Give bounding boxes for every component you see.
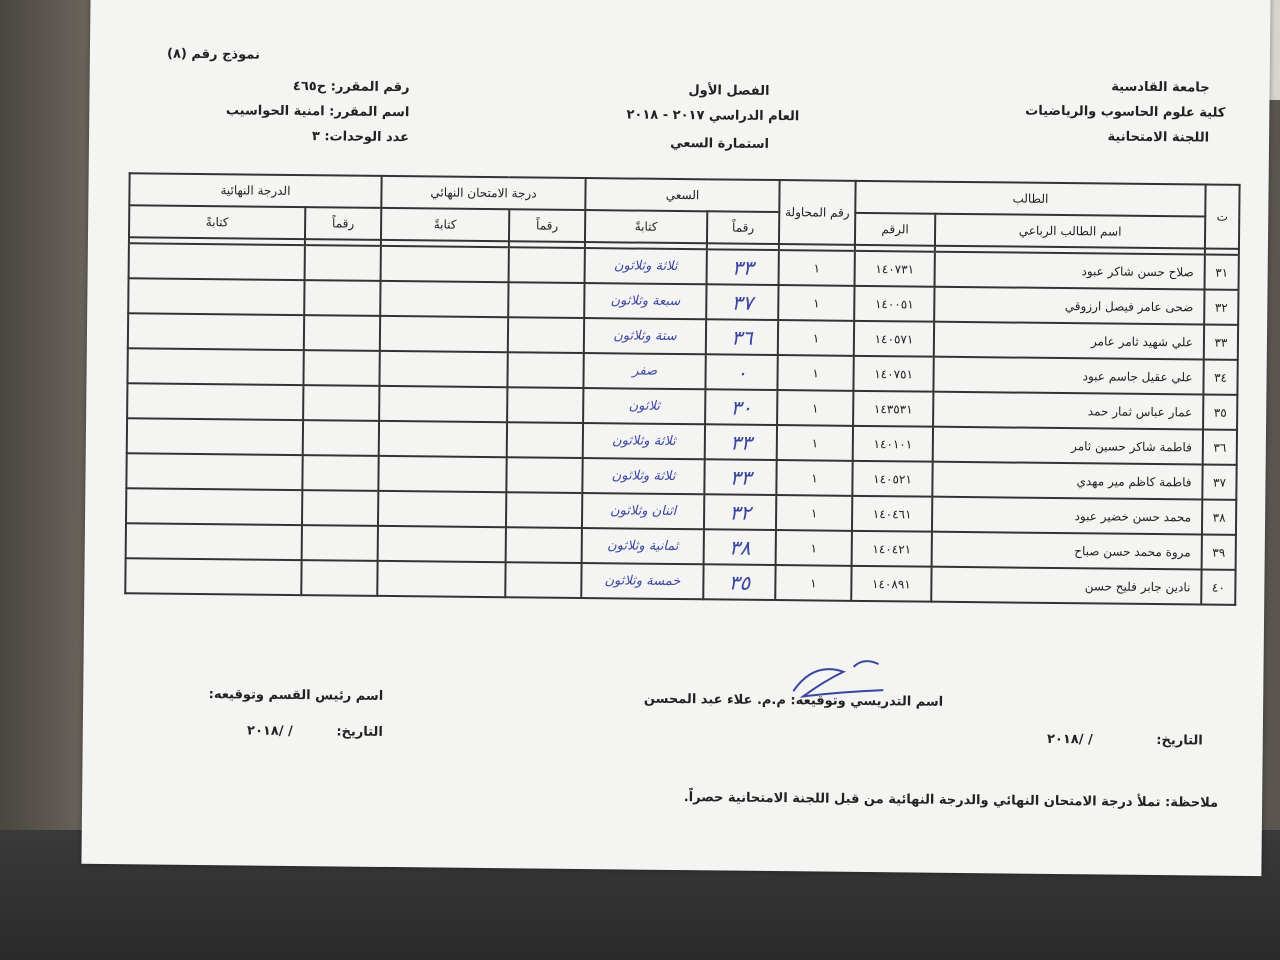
row-final-digits xyxy=(304,315,380,351)
row-seq xyxy=(1203,360,1237,395)
row-student-name xyxy=(932,462,1202,500)
row-student-number xyxy=(854,321,934,357)
row-attempt xyxy=(776,495,852,531)
row-attempt xyxy=(778,320,854,356)
row-final-words xyxy=(127,348,303,385)
row-student-name-text: فاطمة شاكر حسين ثامر xyxy=(1071,438,1192,454)
row-student-number-text: ١٤٠٤٢١ xyxy=(872,541,912,556)
row-student-name xyxy=(932,497,1202,535)
row-effort-digits-text: ٣٦ xyxy=(731,325,753,350)
row-attempt xyxy=(775,565,851,601)
row-seq xyxy=(1204,325,1238,360)
row-student-number-text: ١٤٠٠٥١ xyxy=(874,296,914,311)
row-exam-digits xyxy=(509,247,585,283)
row-effort-words-text: صفر xyxy=(632,363,658,379)
row-student-number xyxy=(853,426,933,462)
row-effort-words xyxy=(582,528,704,564)
row-effort-digits-text: ٣٠ xyxy=(730,395,753,420)
row-student-number xyxy=(852,496,932,532)
row-attempt xyxy=(777,425,853,461)
row-student-number xyxy=(853,356,933,392)
row-final-digits xyxy=(305,245,381,281)
row-student-number-text: ١٤٠١٠١ xyxy=(873,436,913,451)
sub-number-header: الرقم xyxy=(855,213,935,246)
row-final-digits xyxy=(303,420,379,456)
row-exam-digits xyxy=(507,352,583,388)
date-label-left: التاريخ: xyxy=(336,724,383,740)
row-effort-words-text: ثلاثة وثلاثون xyxy=(612,433,676,449)
row-final-words xyxy=(128,278,304,315)
row-exam-digits xyxy=(506,527,582,563)
row-attempt-text: ١ xyxy=(810,505,818,520)
college-name: كلية علوم الحاسوب والرياضيات xyxy=(1025,103,1226,121)
col-student-header: الطالب xyxy=(855,181,1205,217)
row-final-words xyxy=(126,488,302,525)
row-effort-digits xyxy=(706,319,778,355)
row-effort-words xyxy=(585,248,707,284)
row-attempt xyxy=(776,460,852,496)
row-final-words xyxy=(125,558,301,595)
row-final-digits xyxy=(302,525,378,561)
row-student-name xyxy=(933,427,1203,465)
row-final-words xyxy=(127,418,303,455)
row-student-name-text: علي شهيد ثامر عامر xyxy=(1090,333,1194,349)
row-effort-digits xyxy=(705,389,777,425)
note: ملاحظة: تملأ درجة الامتحان النهائي والدرجة النهائية من قبل اللجنة الامتحانية حصراً. xyxy=(683,790,1219,811)
row-seq-text: ٣٥ xyxy=(1213,405,1227,420)
row-effort-words-text: اثنان وثلاثون xyxy=(609,503,677,520)
row-student-number-text: ١٤٠٥٢١ xyxy=(873,471,912,486)
row-effort-digits-text: ٣٢ xyxy=(729,500,752,525)
form-number: نموذج رقم (٨) xyxy=(166,46,260,63)
row-student-name-text: فاطمة كاظم مير مهدي xyxy=(1076,473,1192,489)
sub-effort-words-header: كتابةً xyxy=(585,210,707,243)
row-effort-words-text: ثلاثة وثلاثون xyxy=(613,258,678,275)
row-student-name-text: علي عقيل جاسم عبود xyxy=(1082,368,1193,384)
row-effort-words-text: خمسة وثلاثون xyxy=(604,573,681,590)
row-effort-digits xyxy=(705,424,777,460)
table-body xyxy=(125,243,1239,605)
row-student-number xyxy=(855,251,935,287)
row-exam-words xyxy=(379,386,507,422)
dept-head-signature-label: اسم رئيس القسم وتوقيعه: xyxy=(208,687,384,704)
row-student-number-text: ١٤٠٨٩١ xyxy=(872,576,911,591)
row-effort-digits-text: ٣٣ xyxy=(730,430,752,455)
row-attempt-text: ١ xyxy=(811,400,819,415)
row-final-words xyxy=(127,383,303,420)
row-effort-words xyxy=(584,318,706,354)
col-final-exam-header: درجة الامتحان النهائي xyxy=(381,176,585,210)
row-exam-digits xyxy=(508,282,584,318)
form-sheet xyxy=(81,0,1270,876)
row-effort-words-text: ستة وثلاثون xyxy=(613,328,677,345)
row-effort-digits-text: ٠ xyxy=(736,360,748,385)
row-seq xyxy=(1202,535,1236,570)
semester: الفصل الأول xyxy=(688,83,770,99)
row-seq-text: ٣٩ xyxy=(1212,545,1226,560)
row-attempt-text: ١ xyxy=(812,330,820,345)
row-student-name-text: نادين جابر فليح حسن xyxy=(1084,578,1191,594)
background-left xyxy=(0,0,90,960)
row-student-name xyxy=(933,357,1203,395)
row-attempt-text: ١ xyxy=(811,470,818,485)
row-attempt-text: ١ xyxy=(811,435,819,450)
row-attempt xyxy=(777,390,853,426)
row-effort-digits-text: ٣٨ xyxy=(728,535,751,560)
row-student-name xyxy=(931,567,1201,605)
row-final-words xyxy=(129,243,305,280)
course-number: رقم المقرر: ح٤٦٥ xyxy=(292,78,410,96)
row-seq xyxy=(1203,395,1237,430)
row-seq xyxy=(1203,430,1237,465)
row-seq-text: ٣٧ xyxy=(1212,475,1227,490)
row-student-name-text: محمد حسن خضير عبود xyxy=(1074,508,1192,524)
sub-effort-digits-header: رقماً xyxy=(707,211,779,244)
row-attempt-text: ١ xyxy=(810,575,817,590)
row-student-name xyxy=(932,532,1202,570)
row-exam-words xyxy=(379,421,507,457)
course-units: عدد الوحدات: ٣ xyxy=(311,129,410,146)
row-exam-digits xyxy=(506,492,582,528)
row-exam-words xyxy=(378,526,506,562)
row-student-number xyxy=(852,461,932,497)
row-seq xyxy=(1201,570,1235,605)
row-student-number-text: ١٤٠٥٧١ xyxy=(874,331,914,346)
row-seq-text: ٣١ xyxy=(1215,265,1229,280)
row-effort-words xyxy=(584,283,706,319)
row-attempt xyxy=(778,285,854,321)
row-attempt xyxy=(776,530,852,566)
row-attempt-text: ١ xyxy=(810,540,818,555)
row-student-number xyxy=(851,566,931,602)
row-student-number-text: ١٤٠٤٦١ xyxy=(872,506,912,521)
row-effort-digits-text: ٣٥ xyxy=(728,570,751,595)
row-student-name-text: مروة محمد حسن صباح xyxy=(1074,543,1191,559)
row-student-number-text: ١٤٠٧٣١ xyxy=(875,261,915,276)
row-seq-text: ٣٣ xyxy=(1214,335,1228,350)
row-exam-words xyxy=(378,456,506,492)
row-effort-digits xyxy=(703,564,775,600)
row-effort-digits xyxy=(705,354,777,390)
row-exam-words xyxy=(381,246,509,282)
form-title: استمارة السعي xyxy=(670,135,770,152)
row-effort-words xyxy=(582,493,704,529)
row-exam-words xyxy=(380,316,508,352)
university-name: جامعة القادسية xyxy=(1111,79,1210,96)
row-final-words xyxy=(128,313,304,350)
sub-name-header: اسم الطالب الرباعي xyxy=(935,214,1205,249)
row-effort-words-text: ثمانية وثلاثون xyxy=(607,538,679,555)
row-exam-digits xyxy=(505,562,581,598)
row-seq-text: ٣٢ xyxy=(1214,300,1228,315)
row-final-digits xyxy=(301,560,377,596)
sub-exam-words-header: كتابةً xyxy=(381,208,509,241)
row-seq-text: ٣٤ xyxy=(1214,370,1228,385)
col-effort-header: السعي xyxy=(585,178,779,212)
row-seq-text: ٤٠ xyxy=(1211,580,1225,595)
row-exam-digits xyxy=(506,457,582,493)
col-seq-header: ت xyxy=(1205,185,1240,249)
sub-final-digits-header: رقماً xyxy=(305,207,381,240)
row-student-number xyxy=(852,531,932,567)
row-seq xyxy=(1205,255,1239,290)
row-effort-digits xyxy=(704,459,776,495)
row-student-number-text: ١٤٠٧٥١ xyxy=(874,366,914,381)
row-final-digits xyxy=(304,280,380,316)
row-seq-text: ٣٨ xyxy=(1212,510,1226,525)
col-attempt-header: رقم المحاولة xyxy=(779,180,856,245)
row-student-name xyxy=(935,252,1205,290)
row-exam-words xyxy=(377,561,505,597)
row-student-number xyxy=(854,286,934,322)
row-final-words xyxy=(126,453,302,490)
row-effort-digits xyxy=(706,284,778,320)
row-seq-text: ٣٦ xyxy=(1213,440,1227,455)
row-effort-words xyxy=(582,458,704,494)
row-effort-digits xyxy=(707,249,779,285)
academic-year: العام الدراسي ٢٠١٧ - ٢٠١٨ xyxy=(626,107,800,125)
row-student-name-text: صلاح حسن شاكر عبود xyxy=(1081,263,1194,279)
instructor-signature-label: اسم التدريسي وتوقيعه: م.م. علاء عبد المحسن xyxy=(643,691,944,710)
row-effort-words-text: سبعة وثلاثون xyxy=(610,293,681,310)
row-final-digits xyxy=(302,455,378,491)
row-exam-words xyxy=(380,281,508,317)
row-final-digits xyxy=(303,385,379,421)
row-effort-words xyxy=(581,563,703,599)
row-attempt-text: ١ xyxy=(813,260,821,275)
date-value-right: / /٢٠١٨ xyxy=(1046,731,1093,748)
row-effort-words xyxy=(583,388,705,424)
row-effort-words-text: ثلاثون xyxy=(628,398,660,414)
date-value-left: / /٢٠١٨ xyxy=(246,723,293,740)
row-student-name xyxy=(933,392,1203,430)
row-seq xyxy=(1202,500,1236,535)
col-final-grade-header: الدرجة النهائية xyxy=(129,173,381,208)
date-label-right: التاريخ: xyxy=(1156,733,1203,749)
row-student-name xyxy=(934,287,1204,325)
row-exam-words xyxy=(379,351,507,387)
row-effort-words xyxy=(583,423,705,459)
row-effort-digits-text: ٣٣ xyxy=(731,255,754,280)
row-attempt xyxy=(779,250,855,286)
row-attempt-text: ١ xyxy=(813,295,820,310)
committee-name: اللجنة الامتحانية xyxy=(1107,129,1210,146)
course-name: اسم المقرر: امنية الحواسيب xyxy=(225,103,410,121)
row-exam-words xyxy=(378,491,506,527)
row-student-number-text: ١٤٣٥٣١ xyxy=(873,401,913,416)
row-exam-digits xyxy=(508,317,584,353)
row-effort-digits xyxy=(704,529,776,565)
row-attempt xyxy=(777,355,853,391)
row-effort-digits-text: ٣٧ xyxy=(731,290,754,315)
row-final-digits xyxy=(302,490,378,526)
row-final-words xyxy=(126,523,302,560)
row-student-name-text: عمار عباس ثمار حمد xyxy=(1087,403,1193,419)
row-final-digits xyxy=(303,350,379,386)
row-student-name xyxy=(934,322,1204,360)
row-student-number xyxy=(853,391,933,427)
row-seq xyxy=(1204,290,1238,325)
row-effort-words-text: ثلاثة وثلاثون xyxy=(611,468,676,484)
row-student-name-text: ضحى عامر فيصل ارزوقي xyxy=(1064,298,1194,314)
row-effort-words xyxy=(583,353,705,389)
row-attempt-text: ١ xyxy=(812,365,819,380)
grades-table xyxy=(124,172,1240,606)
row-exam-digits xyxy=(507,422,583,458)
sub-final-words-header: كتابةً xyxy=(129,205,305,239)
sub-exam-digits-header: رقماً xyxy=(509,209,585,242)
row-seq xyxy=(1202,465,1236,500)
row-effort-digits xyxy=(704,494,776,530)
row-exam-digits xyxy=(507,387,583,423)
instructor-signature xyxy=(783,651,904,712)
row-effort-digits-text: ٣٣ xyxy=(729,465,752,490)
